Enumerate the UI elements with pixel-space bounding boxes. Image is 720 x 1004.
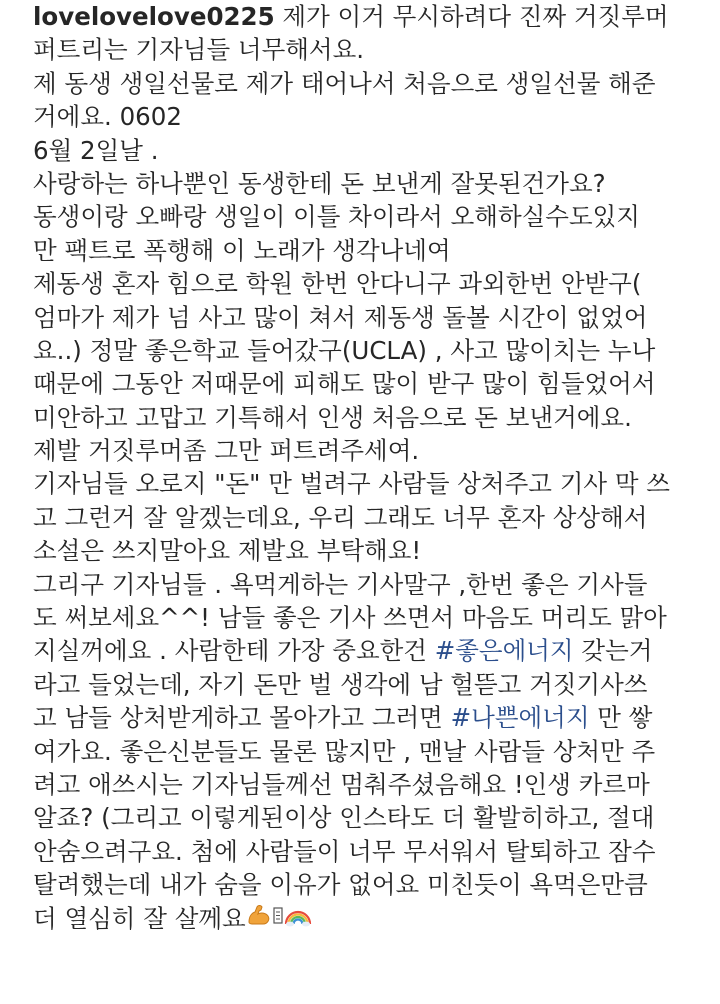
caption-line-9: 제동생 혼자 힘으로 학원 한번 안다니구 과외한번 안받구( [33,269,642,299]
caption-line-7: 동생이랑 오빠랑 생일이 이틀 차이라서 오해하실수도있지 [33,202,640,232]
caption-line-19: 도 써보세요^^! 남들 좋은 기사 쓰면서 마음도 머리도 맑아 [33,603,667,633]
caption-line-25: 알죠? (그리고 이렇게된이상 인스타도 더 활발히하고, 절대 [33,803,655,833]
caption-line-5: 6월 2일날 . [33,135,159,165]
caption-text: 더 열심히 잘 살께요 [33,903,246,933]
caption-text: 고 남들 상처받게하고 몰아가고 그러면 [33,703,451,733]
caption-line-13: 미안하고 고맙고 기특해서 인생 처음으로 돈 보낸거에요. [33,402,632,432]
caption-line-26: 안숨으려구요. 첨에 사람들이 너무 무서워서 탈퇴하고 잠수 [33,836,656,866]
caption-line-18: 그리구 기자님들 . 욕먹게하는 기사말구 ,한번 좋은 기사들 [33,569,648,599]
caption-line-17: 소설은 쓰지말아요 제발요 부탁해요! [33,536,422,566]
caption-line-27: 탈려했는데 내가 숨을 이유가 없어요 미친듯이 욕먹은만큼 [33,870,648,900]
hashtag-good-energy[interactable]: #좋은에너지 [434,636,574,666]
caption-line-6: 사랑하는 하나뿐인 동생한테 돈 보낸게 잘못된건가요? [33,168,606,198]
caption-line-23: 여가요. 좋은신분들도 물론 많지만 , 맨날 사람들 상처만 주 [33,736,656,766]
caption-line-3: 제 동생 생일선물로 제가 태어나서 처음으로 생일선물 해준 [33,68,656,98]
caption-line-16: 고 그런거 잘 알겠는데요, 우리 그래도 너무 혼자 상상해서 [33,502,648,532]
caption-line-24: 려고 애쓰시는 기자님들께선 멈춰주셨음해요 !인생 카르마 [33,769,650,799]
caption-line-22 [33,701,713,734]
caption-line-4: 거에요. 0602 [33,102,182,132]
caption-line-11: 요..) 정말 좋은학교 들어갔구(UCLA) , 사고 많이치는 누나 [33,335,656,365]
flexed-biceps-icon [246,902,272,936]
caption-text: 갖는거 [573,636,653,666]
rainbow-icon [284,902,312,936]
post-caption [33,0,713,935]
caption-line-12: 때문에 그동안 저때문에 피해도 많이 받구 많이 힘들었어서 [33,369,656,399]
caption-line-8: 만 팩트로 폭행해 이 노래가 생각나네여 [33,235,451,265]
caption-line-21: 라고 들었는데, 자기 돈만 벌 생각에 남 헐뜯고 거짓기사쓰 [33,669,648,699]
placeholder-glyph-icon [272,902,284,936]
caption-line-28 [33,902,713,935]
hashtag-bad-energy[interactable]: #나쁜에너지 [450,703,590,733]
caption-line-15: 기자님들 오로지 "돈" 만 벌려구 사람들 상처주고 기사 막 쓰 [33,469,670,499]
caption-text: 지실꺼에요 . 사람한테 가장 중요한건 [33,636,435,666]
caption-line-2: 퍼트리는 기자님들 너무해서요. [33,35,365,65]
caption-line-1 [33,0,713,33]
caption-text: 만 쌓 [589,703,653,733]
caption-line-20 [33,634,713,667]
caption-line-14: 제발 거짓루머좀 그만 퍼트려주세여. [33,436,420,466]
caption-text: 제가 이거 무시하려다 진짜 거짓루머 [274,2,669,31]
caption-line-10: 엄마가 제가 넘 사고 많이 쳐서 제동생 돌볼 시간이 없었어 [33,302,648,332]
username-link[interactable]: lovelovelove0225 [33,2,275,31]
